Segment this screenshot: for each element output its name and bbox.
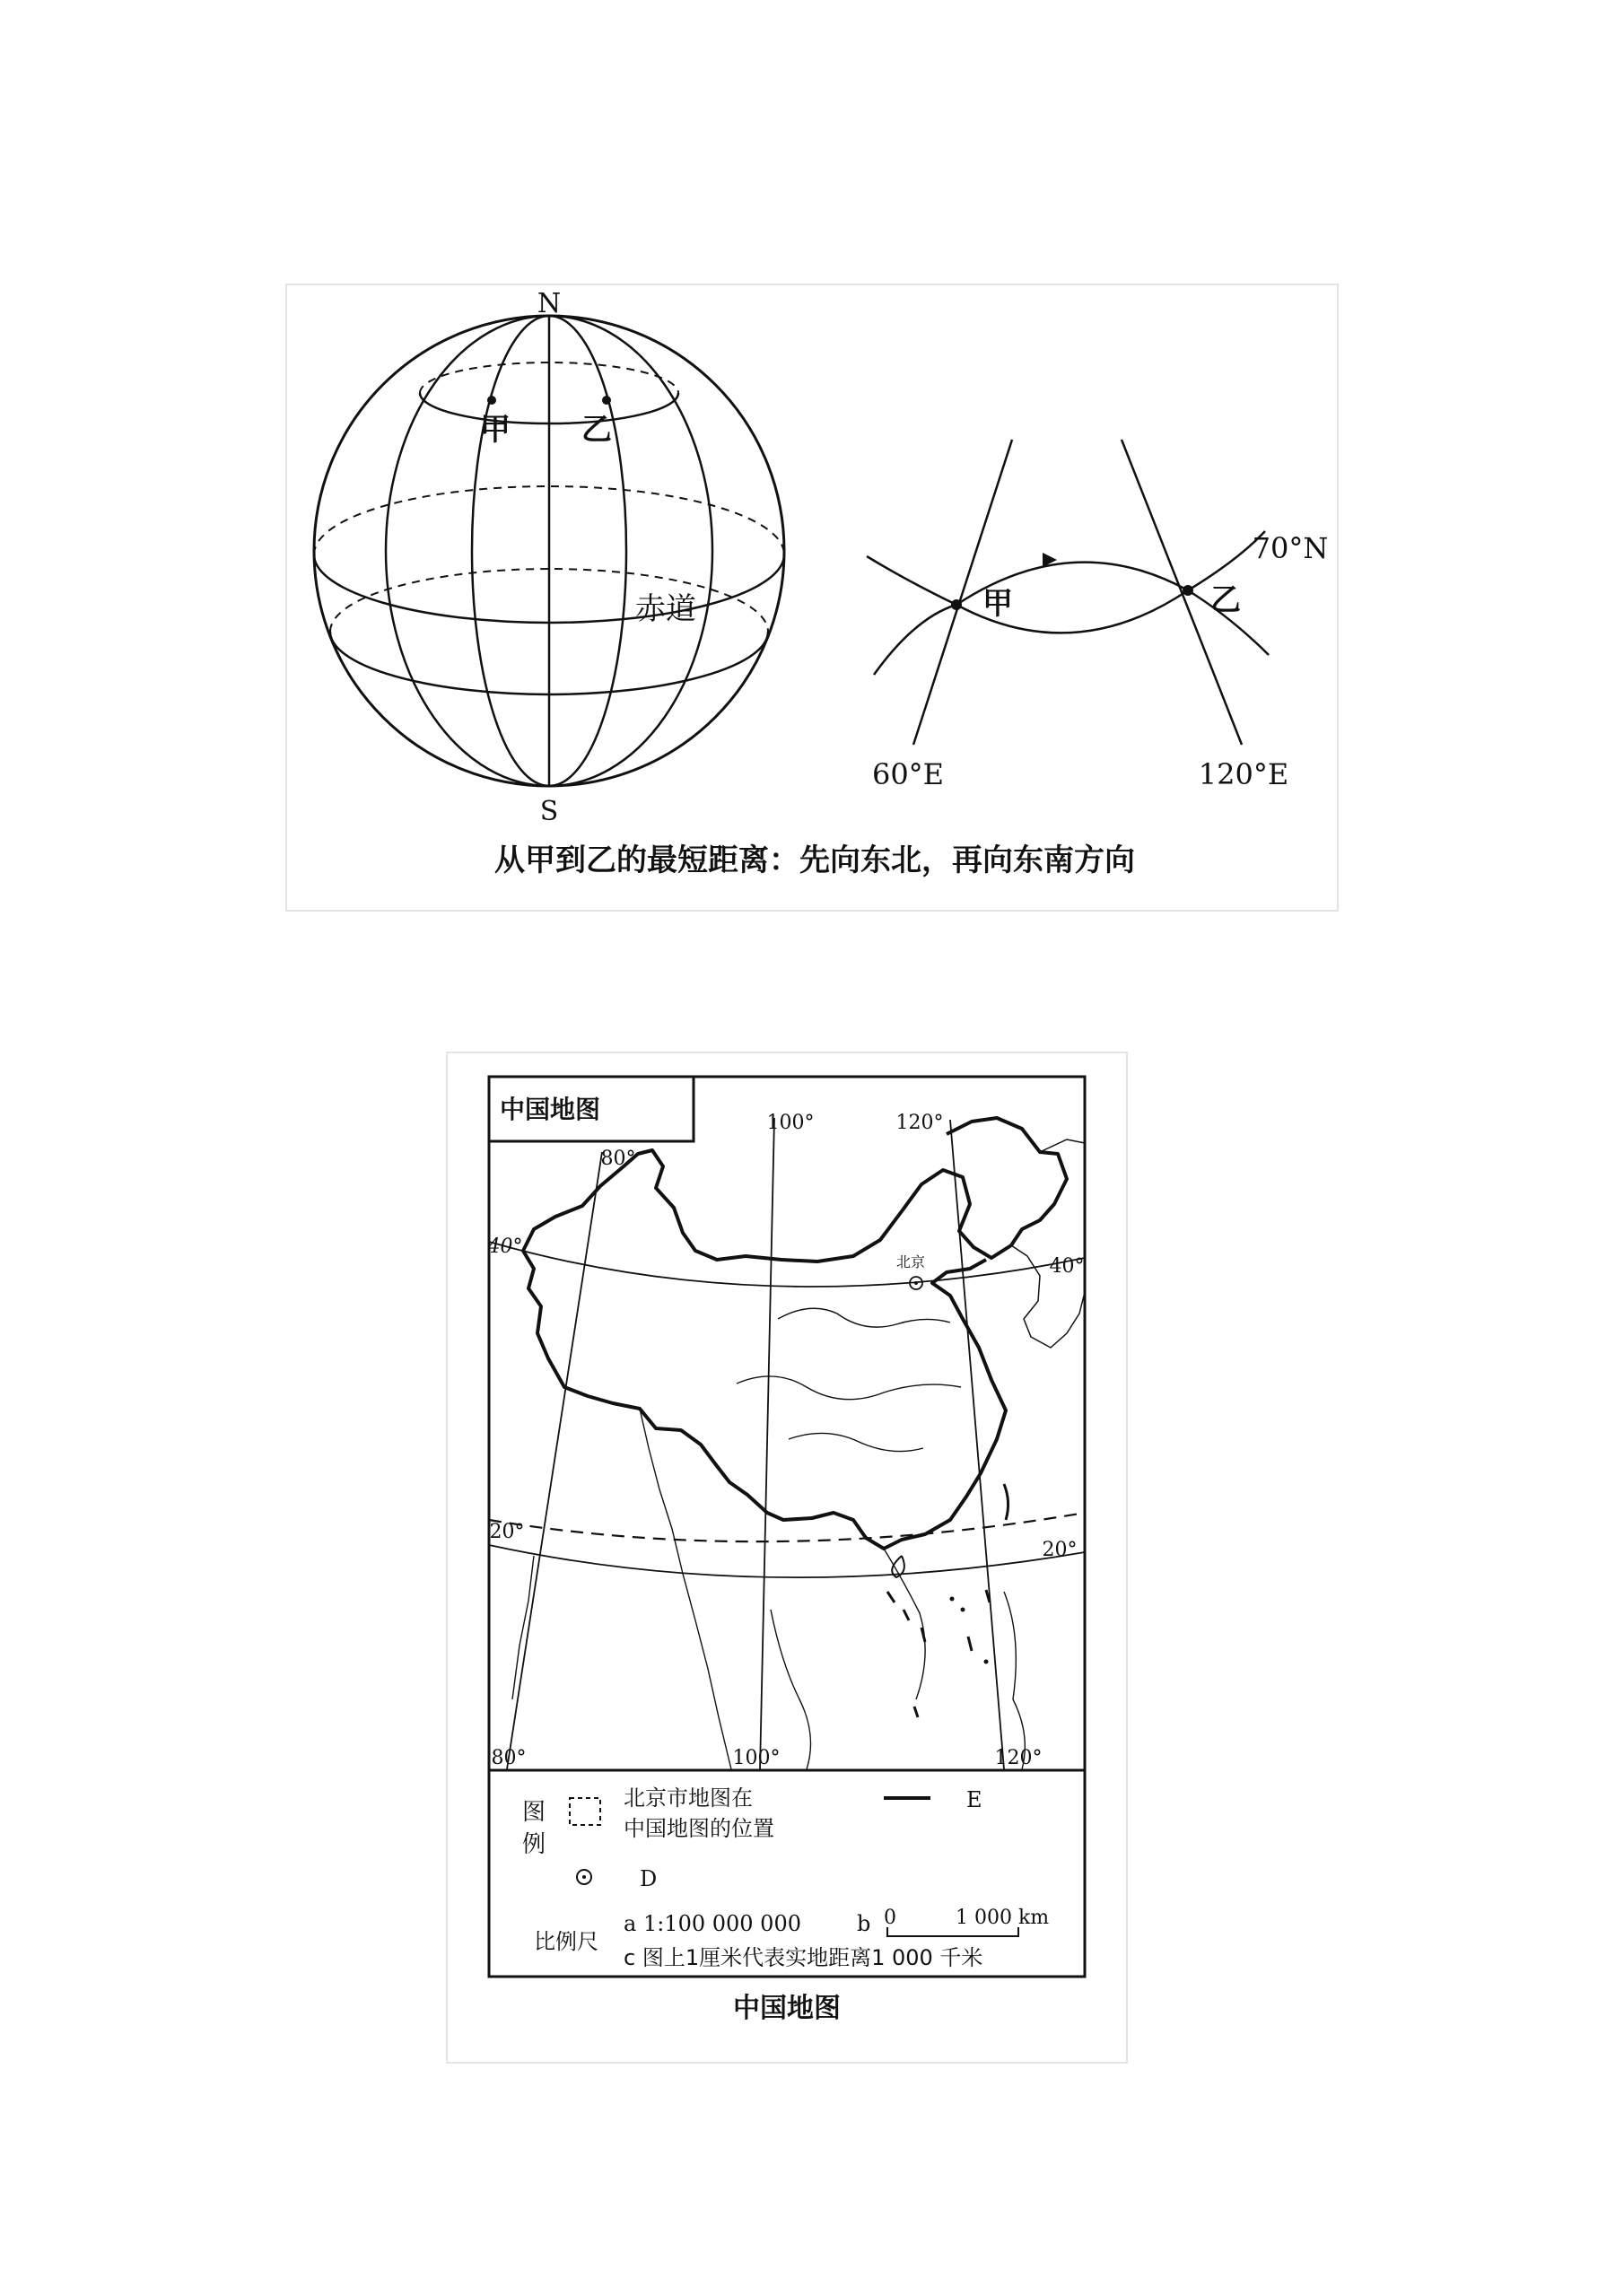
scale-label: 比例尺 — [534, 1929, 598, 1954]
latitude-70n-label: 70°N — [1252, 531, 1329, 565]
legend-line-label: E — [966, 1787, 982, 1812]
lon-120-top-label: 120° — [895, 1112, 944, 1134]
scale-b-prefix: b — [857, 1911, 871, 1936]
globe-point-jia-label: 甲 — [480, 412, 511, 448]
globe-point-yi-label: 乙 — [581, 412, 612, 448]
detail-point-jia-label: 甲 — [982, 586, 1013, 622]
great-circle-route — [874, 563, 1269, 675]
tropic-of-cancer — [489, 1513, 1085, 1541]
meridian-120e-label: 120°E — [1198, 757, 1289, 791]
globe-point-yi — [602, 396, 611, 405]
legend-box-line1: 北京市地图在 — [624, 1785, 753, 1811]
island-dot-2 — [961, 1608, 965, 1612]
lat-40-left-label: 40° — [487, 1235, 523, 1258]
china-map-svg — [448, 1053, 1126, 2062]
lat-40-right-label: 40° — [1049, 1255, 1085, 1278]
figure-china-map — [446, 1052, 1128, 2064]
pearl-river-region — [789, 1433, 923, 1451]
meridian-60e-label: 60°E — [871, 757, 945, 791]
beijing-marker-dot — [914, 1281, 918, 1285]
detail-point-yi-label: 乙 — [1210, 582, 1241, 618]
beijing-label: 北京 — [895, 1253, 926, 1270]
national-border — [523, 1118, 1067, 1549]
lon-120-bottom-label: 120° — [994, 1747, 1043, 1769]
globe-north-label: N — [537, 288, 562, 319]
legend-dashed-box-symbol — [570, 1798, 600, 1825]
indochina-coast — [771, 1610, 811, 1769]
legend-point-label: D — [640, 1866, 658, 1891]
unused-guide-2 — [448, 1053, 489, 1527]
yellow-river — [778, 1308, 950, 1327]
india-coast — [512, 1556, 534, 1699]
detail-point-yi — [1183, 585, 1193, 596]
southwest-coast — [640, 1409, 731, 1769]
taiwan-island — [1004, 1484, 1008, 1520]
legend-label-char1: 图 — [521, 1799, 546, 1826]
island-dot-3 — [984, 1660, 989, 1664]
scale-b-zero: 0 — [884, 1907, 896, 1929]
lon-100-top-label: 100° — [766, 1112, 815, 1134]
vietnam-coast — [884, 1549, 925, 1699]
scale-c: c 图上1厘米代表实地距离1 000 千米 — [624, 1945, 983, 1970]
figure2-caption: 中国地图 — [733, 1993, 841, 2024]
globe-diagram-svg — [287, 285, 1337, 910]
longitude-100 — [760, 1118, 774, 1769]
lat-20-right-label: 20° — [1042, 1539, 1078, 1561]
detail-point-jia — [951, 599, 962, 610]
northeast-coast — [1040, 1139, 1085, 1152]
latitude-20 — [489, 1545, 1085, 1577]
globe-point-jia — [487, 396, 496, 405]
globe-south-label: S — [539, 796, 559, 827]
map-title: 中国地图 — [499, 1095, 601, 1124]
equator-label: 赤道 — [635, 591, 696, 627]
scale-a: a 1:100 000 000 — [624, 1911, 801, 1936]
figure-globe-shortest-path — [285, 284, 1339, 912]
figure1-caption: 从甲到乙的最短距离：先向东北，再向东南方向 — [494, 842, 1135, 878]
yangtze-river — [737, 1376, 961, 1400]
lon-100-bottom-label: 100° — [732, 1747, 781, 1769]
south-sea-islands — [887, 1590, 990, 1717]
lon-80-bottom-label: 80° — [491, 1747, 527, 1769]
lat-20-left-label: 20° — [489, 1521, 525, 1543]
legend-box-line2: 中国地图的位置 — [624, 1816, 774, 1841]
scale-b-value: 1 000 km — [956, 1907, 1050, 1929]
latitude-70n-arc — [867, 531, 1265, 633]
island-dot-1 — [950, 1597, 955, 1602]
legend-capital-symbol-dot — [582, 1875, 586, 1879]
latitude-40 — [489, 1242, 1085, 1287]
legend-label-char2: 例 — [521, 1831, 546, 1858]
lon-80-top-label: 80° — [600, 1148, 636, 1170]
philippines-coast — [1004, 1592, 1025, 1769]
